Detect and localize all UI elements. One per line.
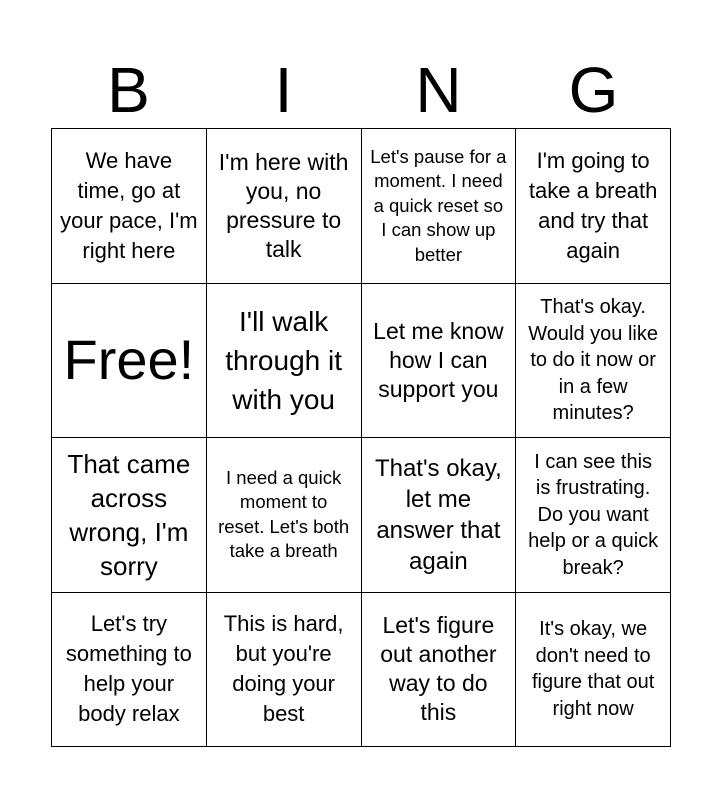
bingo-cell-r4c4 <box>516 593 671 748</box>
bingo-cell-text: Let's try something to help your body relax <box>65 611 192 727</box>
header-letter-n: N <box>415 54 462 126</box>
header-letter-b: B <box>107 54 150 126</box>
bingo-cell-r1c2 <box>207 129 362 284</box>
bingo-cell-r3c2 <box>207 438 362 593</box>
bingo-cell-r1c4 <box>516 129 671 284</box>
bingo-board <box>51 128 671 747</box>
bingo-cell-text: Let me know how I can support you <box>373 317 504 402</box>
free-space-text: Free! <box>63 328 195 392</box>
bingo-cell-text: This is hard, but you're doing your best <box>223 611 344 727</box>
header-letter-g: G <box>568 54 619 126</box>
bingo-cell-r1c3 <box>362 129 517 284</box>
header-letter-i: I <box>274 54 293 126</box>
bingo-cell-text: I'm going to take a breath and try that again <box>528 147 658 263</box>
bingo-cell-r3c1 <box>52 438 207 593</box>
bingo-cell-r3c4 <box>516 438 671 593</box>
bingo-cell-r4c1 <box>52 593 207 748</box>
bingo-cell-text: We have time, go at your pace, I'm right here <box>60 147 198 263</box>
bingo-cell-text: Let's figure out another way to do this <box>380 612 497 726</box>
bingo-cell-r2c2 <box>207 284 362 439</box>
bingo-cell-r4c3 <box>362 593 517 748</box>
bingo-cell-r4c2 <box>207 593 362 748</box>
bingo-cell-text: I need a quick moment to reset. Let's both take a breath <box>218 466 350 562</box>
bingo-cell-text: I can see this is frustrating. Do you want help or a quick break? <box>528 450 659 579</box>
bingo-cell-r3c3 <box>362 438 517 593</box>
bingo-cell-text: I'm here with you, no pressure to talk <box>218 148 349 262</box>
bingo-header <box>51 52 671 128</box>
bingo-cell-r2c1 <box>52 284 207 439</box>
bingo-cell-text: I'll walk through it with you <box>225 305 342 415</box>
bingo-cell-text: It's okay, we don't need to figure that out right now <box>531 618 655 720</box>
bingo-cell-text: That's okay, let me answer that again <box>374 454 502 575</box>
bingo-cell-text: That came across wrong, I'm sorry <box>67 448 191 581</box>
bingo-cell-r1c1 <box>52 129 207 284</box>
bingo-cell-text: Let's pause for a moment. I need a quick reset so I can show up better <box>370 145 507 265</box>
bingo-cell-text: That's okay. Would you like to do it now or in a few minutes? <box>528 296 658 424</box>
bingo-cell-r2c3 <box>362 284 517 439</box>
bingo-cell-r2c4 <box>516 284 671 439</box>
